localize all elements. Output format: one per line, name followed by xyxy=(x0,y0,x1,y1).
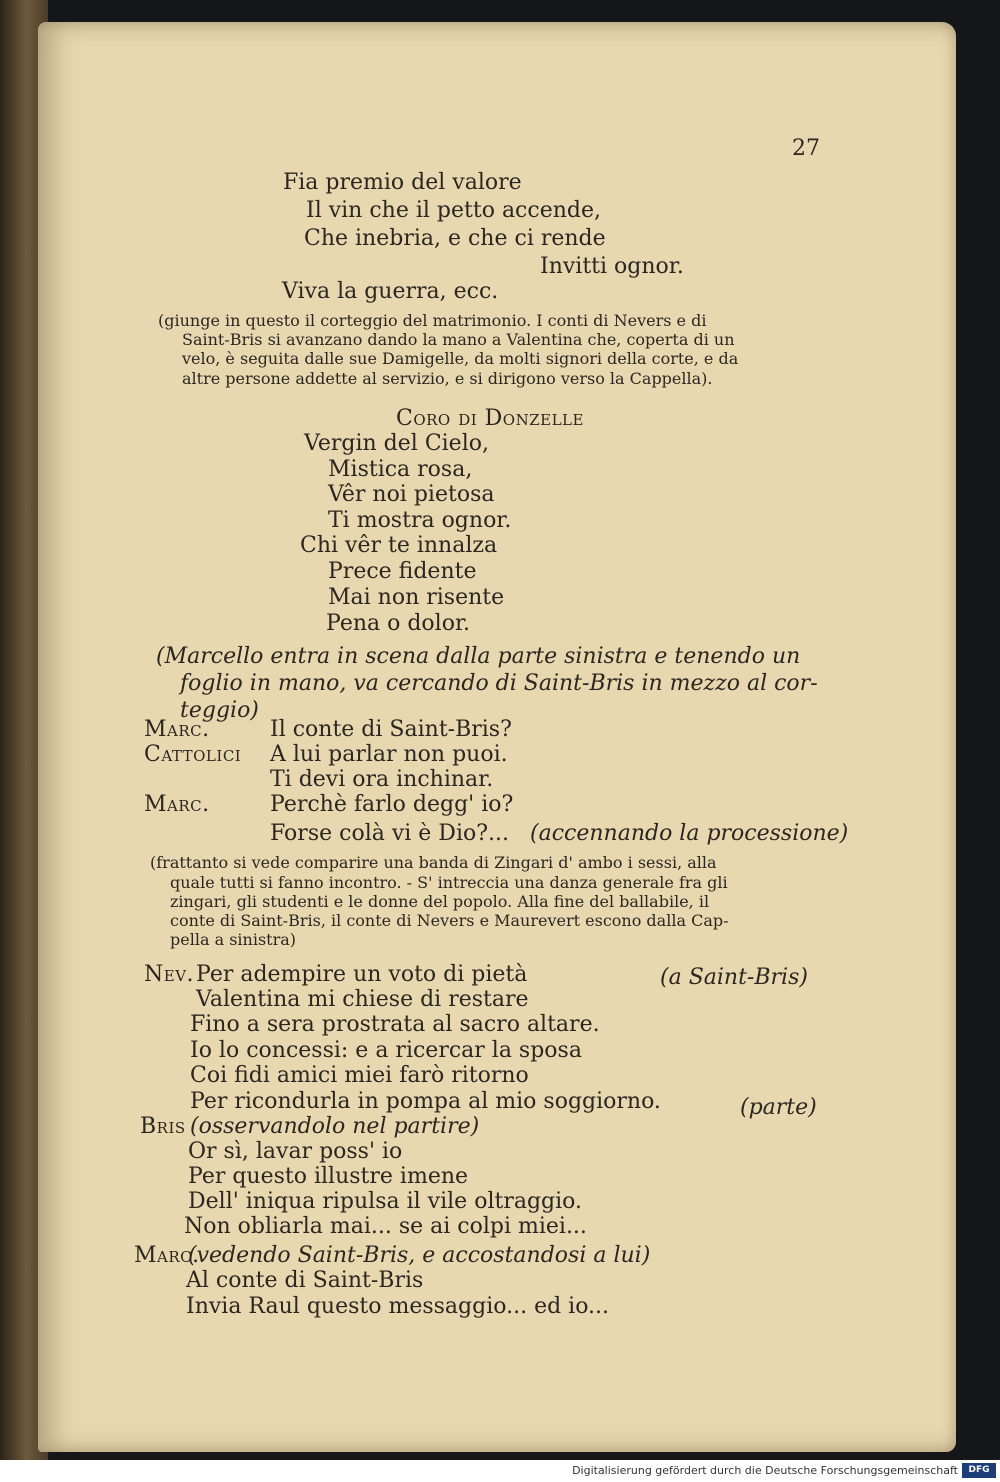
verse-line: Per ricondurla in pompa al mio soggiorno. xyxy=(190,1089,661,1114)
footer xyxy=(0,1460,1000,1482)
verse-line: A lui parlar non puoi. xyxy=(270,742,508,767)
stage-direction-line: (giunge in questo il corteggio del matrimonio. I conti di Nevers e di xyxy=(158,311,707,330)
verse-line: Invia Raul questo messaggio... ed io... xyxy=(186,1294,610,1319)
verse-line: Il vin che il petto accende, xyxy=(306,198,601,223)
stage-direction-line: zingari, gli studenti e le donne del popolo. Alla fine del ballabile, il xyxy=(170,892,710,911)
verse-line: Mai non risente xyxy=(328,585,505,610)
verse-line: teggio) xyxy=(180,698,259,723)
dfg-logo: DFG xyxy=(962,1463,996,1478)
verse-line: Il conte di Saint-Bris? xyxy=(270,717,512,742)
verse-line: Pena o dolor. xyxy=(326,611,471,636)
verse-line: Invitti ognor. xyxy=(540,254,684,279)
verse-line: Mistica rosa, xyxy=(328,457,473,482)
verse-line: Fia premio del valore xyxy=(283,170,522,195)
verse-line: Non obliarla mai... se ai colpi miei... xyxy=(184,1214,587,1239)
speaker-label: Marc. xyxy=(144,717,210,742)
book-page xyxy=(38,22,956,1452)
verse-line: (accennando la processione) xyxy=(530,821,849,846)
verse-line: Valentina mi chiese di restare xyxy=(196,987,529,1012)
verse-line: Al conte di Saint-Bris xyxy=(186,1268,424,1293)
verse-line: Coi fidi amici miei farò ritorno xyxy=(190,1063,529,1088)
stage-direction-line: (frattanto si vede comparire una banda di Zingari d' ambo i sessi, alla xyxy=(150,853,717,872)
verse-line: Ti mostra ognor. xyxy=(328,508,512,533)
page-number: 27 xyxy=(792,136,820,161)
verse-line: Dell' iniqua ripulsa il vile oltraggio. xyxy=(188,1189,583,1214)
verse-line: Forse colà vi è Dio?... xyxy=(270,821,510,846)
verse-line: (Marcello entra in scena dalla parte sinistra e tenendo un xyxy=(156,644,801,669)
stage-direction-line: velo, è seguita dalle sue Damigelle, da molti signori della corte, e da xyxy=(182,349,739,368)
speaker-label: Marc. xyxy=(134,1243,200,1268)
verse-line: (osservandolo nel partire) xyxy=(190,1114,480,1139)
stage-direction-line: altre persone addette al servizio, e si dirigono verso la Cappella). xyxy=(182,369,713,388)
verse-line: Io lo concessi: e a ricercar la sposa xyxy=(190,1038,582,1063)
verse-line: Chi vêr te innalza xyxy=(300,533,498,558)
verse-line: (a Saint-Bris) xyxy=(660,965,808,990)
verse-line: Or sì, lavar poss' io xyxy=(188,1139,403,1164)
verse-line: Ti devi ora inchinar. xyxy=(270,767,494,792)
stage-direction-line: quale tutti si fanno incontro. - S' intreccia una danza generale fra gli xyxy=(170,873,728,892)
verse-line: Fino a sera prostrata al sacro altare. xyxy=(190,1012,600,1037)
speaker-label: Cattolici xyxy=(144,742,242,767)
stage-direction-line: conte di Saint-Bris, il conte di Nevers e Maurevert escono dalla Cap- xyxy=(170,911,729,930)
verse-line: Che inebria, e che ci rende xyxy=(304,226,606,251)
stage-direction-line: Saint-Bris si avanzano dando la mano a Valentina che, coperta di un xyxy=(182,330,735,349)
speaker-label: Nev. xyxy=(144,962,195,987)
verse-line: Viva la guerra, ecc. xyxy=(282,279,499,304)
stage-direction-line: pella a sinistra) xyxy=(170,930,297,949)
verse-line: (parte) xyxy=(740,1095,817,1120)
verse-line: Per questo illustre imene xyxy=(188,1164,469,1189)
speaker-label: Marc. xyxy=(144,792,210,817)
speaker-label: Coro di Donzelle xyxy=(396,406,584,431)
verse-line: Vergin del Cielo, xyxy=(304,431,489,456)
verse-line: Per adempire un voto di pietà xyxy=(196,962,528,987)
verse-line: Vêr noi pietosa xyxy=(328,482,495,507)
speaker-label: Bris xyxy=(140,1114,186,1139)
verse-line: (vedendo Saint-Bris, e accostandosi a lui) xyxy=(188,1243,651,1268)
verse-line: Perchè farlo degg' io? xyxy=(270,792,514,817)
footer-credit: Digitalisierung gefördert durch die Deutsche Forschungsgemeinschaft xyxy=(572,1464,958,1477)
verse-line: Prece fidente xyxy=(328,559,477,584)
verse-line: foglio in mano, va cercando di Saint-Bris in mezzo al cor- xyxy=(180,671,818,696)
